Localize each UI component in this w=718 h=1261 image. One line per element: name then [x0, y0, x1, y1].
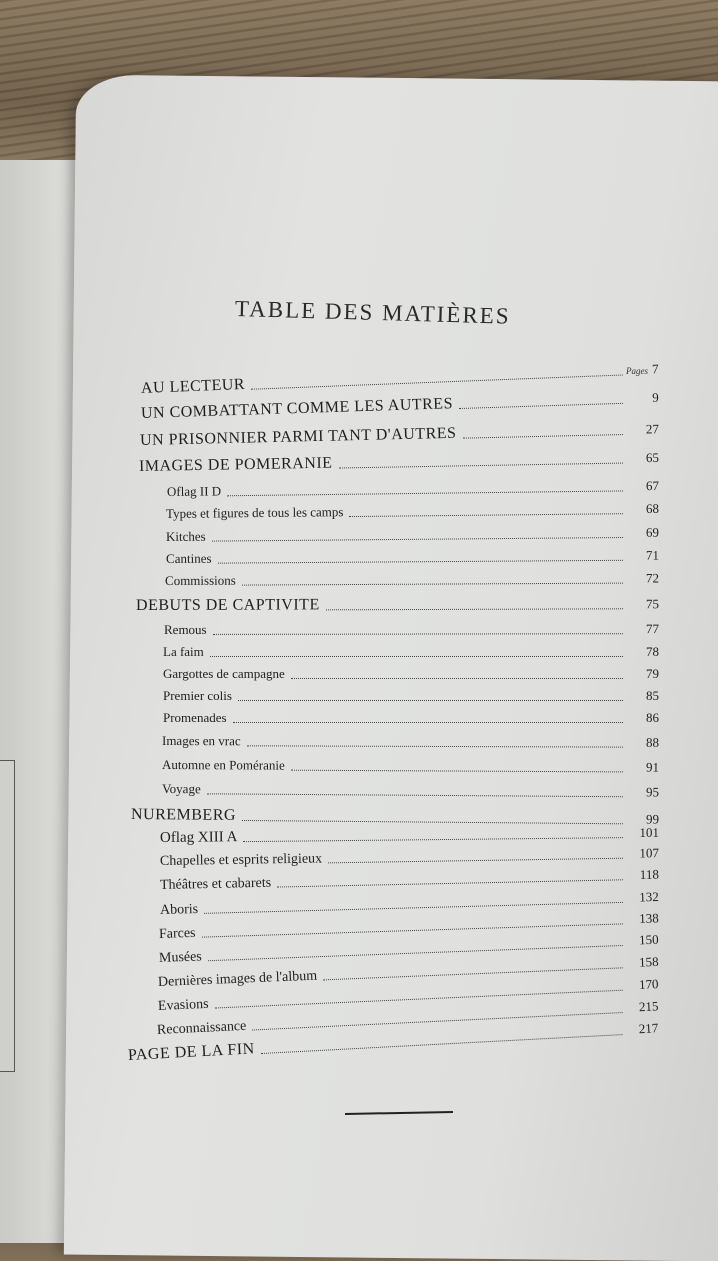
toc-entry-page: 170 [638, 976, 659, 992]
dot-leader [204, 902, 623, 914]
dot-leader [291, 678, 623, 679]
dot-leader [210, 656, 623, 657]
toc-entry-page: 71 [645, 547, 660, 563]
dot-leader [207, 793, 623, 797]
toc-entry [166, 501, 659, 522]
dot-leader [244, 837, 624, 842]
dot-leader [463, 434, 623, 439]
toc-entry [162, 733, 659, 751]
toc-entry-label: Images en vrac [161, 733, 241, 749]
toc-entry-page: 67 [645, 477, 660, 494]
toc-entry [163, 710, 659, 726]
toc-entry-page: 150 [638, 931, 659, 948]
toc-entry-label: Théâtres et cabarets [159, 875, 272, 893]
toc-entry [163, 666, 659, 682]
toc-entry [162, 781, 659, 800]
dot-leader [212, 537, 623, 542]
toc-entry-label: UN PRISONNIER PARMI TANT D'AUTRES [139, 424, 457, 449]
toc-entry-page: 9 [651, 389, 659, 405]
toc-entry-page: 69 [645, 524, 660, 540]
toc-entry [166, 548, 659, 567]
dot-leader [233, 722, 623, 723]
toc-entry-page: 95 [645, 784, 660, 800]
toc-entry-page: 217 [638, 1020, 659, 1037]
toc-entry [164, 621, 659, 638]
toc-entry-label: Aboris [159, 902, 199, 918]
toc-entry-label: Voyage [161, 781, 201, 797]
toc-entry-page: 77 [645, 621, 660, 637]
toc-entry-page: 91 [645, 759, 660, 775]
toc-entry-label: Premier colis [163, 688, 232, 703]
toc-entry-label: NUREMBERG [130, 806, 237, 824]
toc-entry-label: AU LECTEUR [140, 376, 246, 397]
toc-entry-label: Kitches [165, 528, 206, 544]
pages-column-label: Pages [626, 366, 648, 376]
toc-entry [167, 478, 659, 500]
toc-entry-page: 85 [646, 688, 659, 703]
toc-entry-label: Reconnaissance [156, 1018, 247, 1038]
toc-entry-label: Promenades [163, 710, 227, 725]
toc-entry-page: 78 [646, 644, 659, 659]
toc-entry [160, 845, 659, 870]
dot-leader [339, 462, 623, 468]
toc-entry-page: 65 [645, 449, 660, 466]
toc-entry-label: Commissions [164, 572, 236, 588]
toc-entry-page: 86 [646, 710, 659, 725]
toc-entry-page: 72 [645, 570, 660, 586]
dot-leader [213, 633, 623, 635]
toc-entry-label: DEBUTS DE CAPTIVITE [135, 596, 320, 614]
toc-entry-label: Dernières images de l'album [157, 968, 318, 990]
dot-leader [323, 967, 623, 980]
toc-entry [140, 420, 659, 450]
toc-entry-label: Automne en Poméranie [161, 757, 285, 773]
dot-leader [328, 858, 623, 864]
toc-entry [139, 449, 659, 476]
dot-leader [218, 559, 623, 563]
dot-leader [227, 490, 623, 496]
dot-leader [291, 769, 623, 772]
toc-entry-label: Musées [158, 949, 203, 966]
toc-entry-label: Oflag II D [166, 483, 222, 499]
dot-leader [261, 1034, 623, 1054]
toc-entry [166, 525, 659, 545]
toc-entry-page: 158 [638, 953, 659, 970]
dot-leader [326, 608, 623, 610]
toc-entry [165, 570, 659, 589]
toc-entry-label: Chapelles et esprits religieux [159, 851, 323, 869]
toc-entry-label: PAGE DE LA FIN [127, 1040, 256, 1064]
toc-entry-page: 215 [638, 998, 659, 1015]
toc-entry-page: 79 [646, 666, 659, 681]
toc-entry-page: 132 [639, 888, 659, 905]
dot-leader [242, 582, 623, 585]
toc-entry-label: Oflag XIII A [159, 829, 238, 846]
toc-entry-label: Cantines [165, 550, 212, 566]
dot-leader [247, 745, 623, 747]
toc-entry-page: 138 [638, 910, 659, 926]
toc-entry-label: La faim [163, 644, 204, 659]
toc-entry [162, 757, 659, 776]
toc-entry-label: Types et figures de tous les camps [165, 504, 344, 521]
toc-entry-label: Evasions [157, 996, 209, 1014]
toc-entry-label: Farces [158, 925, 196, 942]
toc-entry-page: 75 [645, 596, 660, 612]
dot-leader [242, 819, 623, 823]
dot-leader [251, 374, 623, 389]
toc-entry [160, 825, 659, 847]
dot-leader [459, 402, 623, 408]
toc-entry-label: UN COMBATTANT COMME LES AUTRES [140, 395, 454, 422]
toc-entry-page: 88 [645, 734, 660, 750]
toc-entry-page: 101 [639, 824, 660, 840]
toc-entry [163, 644, 659, 660]
toc-entry-page: 68 [645, 500, 660, 516]
toc-entry-page: 118 [639, 866, 660, 882]
dot-leader [277, 879, 623, 887]
toc-entry-page: 99 [645, 811, 660, 827]
dot-leader [238, 700, 623, 701]
page-title: TABLE DES MATIÈRES [234, 296, 511, 329]
toc-entry [163, 688, 659, 704]
toc-entry-page: 27 [645, 421, 660, 437]
dot-leader [349, 513, 623, 517]
toc-entry [136, 595, 659, 615]
toc-entry-page: 7 [651, 361, 659, 377]
toc-entry-label: Remous [163, 621, 207, 637]
toc-entry-label: Gargottes de campagne [163, 666, 285, 681]
toc-entry-label: IMAGES DE POMERANIE [138, 454, 333, 475]
toc-entry-page: 107 [639, 845, 660, 861]
